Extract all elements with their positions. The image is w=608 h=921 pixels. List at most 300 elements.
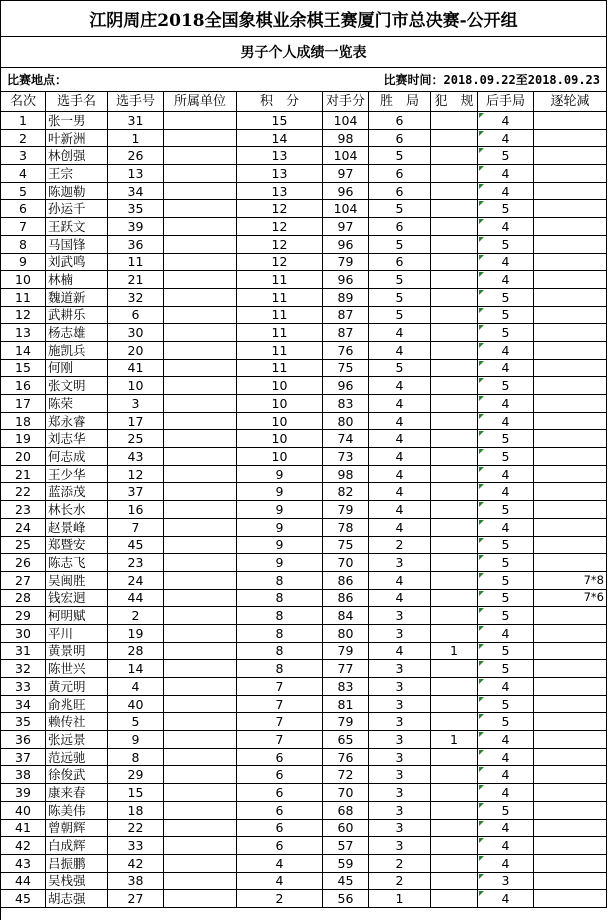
cell-round-deduction (534, 466, 607, 484)
cell-rank: 12 (1, 307, 46, 325)
cell-fouls (431, 112, 478, 130)
header-rank: 名次 (1, 92, 46, 112)
cell-rank: 16 (1, 377, 46, 395)
cell-points: 8 (237, 660, 323, 678)
cell-player-name: 林创强 (46, 147, 108, 165)
cell-points: 7 (237, 713, 323, 731)
cell-round-deduction: 7*6 (534, 590, 607, 608)
cell-unit (164, 802, 237, 820)
cell-round-deduction (534, 519, 607, 537)
cell-player-name: 刘志华 (46, 430, 108, 448)
cell-player-name: 陈志飞 (46, 554, 108, 572)
cell-rank: 35 (1, 713, 46, 731)
cell-points: 13 (237, 165, 323, 183)
cell-opponent-points: 73 (323, 448, 369, 466)
cell-unit (164, 271, 237, 289)
cell-rank: 31 (1, 643, 46, 661)
cell-black-games: 5 (478, 448, 534, 466)
cell-points: 11 (237, 271, 323, 289)
cell-round-deduction: 7*8 (534, 572, 607, 590)
cell-opponent-points: 70 (323, 554, 369, 572)
cell-rank: 39 (1, 784, 46, 802)
cell-unit (164, 713, 237, 731)
cell-opponent-points: 104 (323, 112, 369, 130)
cell-points: 4 (237, 873, 323, 891)
cell-round-deduction (534, 448, 607, 466)
cell-opponent-points: 79 (323, 254, 369, 272)
header-number: 选手号 (108, 92, 164, 112)
cell-wins: 5 (369, 360, 431, 378)
cell-fouls (431, 324, 478, 342)
cell-wins: 3 (369, 713, 431, 731)
cell-opponent-points: 83 (323, 395, 369, 413)
cell-unit (164, 784, 237, 802)
cell-unit (164, 360, 237, 378)
cell-player-name: 吴栈强 (46, 873, 108, 891)
cell-black-games: 4 (478, 218, 534, 236)
cell-opponent-points: 72 (323, 766, 369, 784)
cell-wins: 1 (369, 890, 431, 908)
cell-points: 6 (237, 802, 323, 820)
cell-unit (164, 147, 237, 165)
cell-unit (164, 395, 237, 413)
cell-fouls (431, 590, 478, 608)
table-header (1, 92, 607, 112)
cell-black-games: 4 (478, 271, 534, 289)
cell-round-deduction (534, 200, 607, 218)
cell-opponent-points: 97 (323, 165, 369, 183)
cell-black-games: 5 (478, 200, 534, 218)
cell-points: 6 (237, 784, 323, 802)
cell-points: 9 (237, 483, 323, 501)
cell-wins: 2 (369, 873, 431, 891)
cell-wins: 5 (369, 200, 431, 218)
cell-player-number: 29 (108, 766, 164, 784)
cell-black-games: 4 (478, 731, 534, 749)
cell-rank: 14 (1, 342, 46, 360)
cell-player-number: 36 (108, 236, 164, 254)
cell-player-number: 39 (108, 218, 164, 236)
cell-wins: 4 (369, 466, 431, 484)
cell-black-games: 5 (478, 713, 534, 731)
cell-round-deduction (534, 678, 607, 696)
cell-player-number: 32 (108, 289, 164, 307)
cell-unit (164, 572, 237, 590)
cell-opponent-points: 79 (323, 713, 369, 731)
cell-unit (164, 130, 237, 148)
cell-player-number: 26 (108, 147, 164, 165)
cell-fouls (431, 607, 478, 625)
cell-wins: 3 (369, 696, 431, 714)
cell-round-deduction (534, 360, 607, 378)
cell-player-name: 王少华 (46, 466, 108, 484)
cell-player-name: 郑永睿 (46, 413, 108, 431)
cell-unit (164, 183, 237, 201)
cell-black-games: 4 (478, 855, 534, 873)
cell-opponent-points: 98 (323, 466, 369, 484)
cell-fouls (431, 625, 478, 643)
cell-rank: 32 (1, 660, 46, 678)
cell-rank: 26 (1, 554, 46, 572)
cell-opponent-points: 76 (323, 749, 369, 767)
cell-player-number: 9 (108, 731, 164, 749)
cell-wins: 3 (369, 784, 431, 802)
cell-points: 8 (237, 643, 323, 661)
cell-opponent-points: 97 (323, 218, 369, 236)
cell-unit (164, 855, 237, 873)
cell-wins: 5 (369, 147, 431, 165)
cell-points: 9 (237, 537, 323, 555)
cell-black-games: 4 (478, 254, 534, 272)
cell-rank: 19 (1, 430, 46, 448)
cell-fouls (431, 660, 478, 678)
cell-wins: 3 (369, 731, 431, 749)
cell-fouls (431, 218, 478, 236)
cell-fouls (431, 572, 478, 590)
cell-player-name: 张远景 (46, 731, 108, 749)
cell-wins: 5 (369, 307, 431, 325)
cell-black-games: 4 (478, 890, 534, 908)
cell-fouls (431, 307, 478, 325)
cell-player-number: 3 (108, 395, 164, 413)
cell-player-name: 杨志雄 (46, 324, 108, 342)
cell-rank: 9 (1, 254, 46, 272)
cell-opponent-points: 84 (323, 607, 369, 625)
cell-player-number: 28 (108, 643, 164, 661)
cell-unit (164, 660, 237, 678)
cell-unit (164, 307, 237, 325)
cell-rank: 20 (1, 448, 46, 466)
cell-player-name: 张一男 (46, 112, 108, 130)
cell-fouls (431, 749, 478, 767)
cell-player-name: 范远驰 (46, 749, 108, 767)
cell-round-deduction (534, 307, 607, 325)
cell-player-number: 42 (108, 855, 164, 873)
cell-opponent-points: 79 (323, 501, 369, 519)
cell-fouls (431, 147, 478, 165)
cell-black-games: 4 (478, 749, 534, 767)
cell-wins: 4 (369, 572, 431, 590)
cell-fouls (431, 820, 478, 838)
cell-points: 15 (237, 112, 323, 130)
cell-black-games: 5 (478, 802, 534, 820)
cell-black-games: 4 (478, 165, 534, 183)
cell-fouls (431, 784, 478, 802)
cell-player-number: 11 (108, 254, 164, 272)
cell-player-number: 2 (108, 607, 164, 625)
cell-fouls (431, 377, 478, 395)
cell-points: 4 (237, 855, 323, 873)
cell-points: 6 (237, 837, 323, 855)
cell-round-deduction (534, 501, 607, 519)
cell-wins: 3 (369, 554, 431, 572)
cell-wins: 2 (369, 537, 431, 555)
cell-wins: 4 (369, 519, 431, 537)
cell-black-games: 5 (478, 554, 534, 572)
cell-fouls (431, 890, 478, 908)
cell-black-games: 4 (478, 360, 534, 378)
cell-player-name: 林楠 (46, 271, 108, 289)
cell-unit (164, 820, 237, 838)
header-unit: 所属单位 (164, 92, 237, 112)
cell-fouls (431, 395, 478, 413)
cell-fouls (431, 342, 478, 360)
cell-unit (164, 607, 237, 625)
cell-unit (164, 377, 237, 395)
time-label: 比赛时间：2018.09.22至2018.09.23 (383, 73, 600, 87)
cell-wins: 4 (369, 324, 431, 342)
cell-points: 6 (237, 820, 323, 838)
cell-player-name: 吴闽胜 (46, 572, 108, 590)
cell-player-number: 13 (108, 165, 164, 183)
cell-rank: 44 (1, 873, 46, 891)
cell-round-deduction (534, 165, 607, 183)
cell-player-name: 何刚 (46, 360, 108, 378)
cell-black-games: 5 (478, 430, 534, 448)
cell-wins: 6 (369, 183, 431, 201)
cell-opponent-points: 87 (323, 307, 369, 325)
cell-points: 11 (237, 324, 323, 342)
cell-rank: 41 (1, 820, 46, 838)
cell-round-deduction (534, 254, 607, 272)
cell-opponent-points: 89 (323, 289, 369, 307)
cell-points: 7 (237, 678, 323, 696)
cell-opponent-points: 104 (323, 147, 369, 165)
cell-wins: 4 (369, 430, 431, 448)
cell-round-deduction (534, 749, 607, 767)
cell-opponent-points: 56 (323, 890, 369, 908)
cell-opponent-points: 96 (323, 236, 369, 254)
cell-points: 2 (237, 890, 323, 908)
cell-fouls (431, 413, 478, 431)
cell-opponent-points: 75 (323, 360, 369, 378)
cell-player-name: 马国锋 (46, 236, 108, 254)
cell-wins: 5 (369, 236, 431, 254)
cell-rank: 18 (1, 413, 46, 431)
cell-points: 9 (237, 466, 323, 484)
cell-player-number: 10 (108, 377, 164, 395)
cell-player-name: 武耕乐 (46, 307, 108, 325)
header-fouls: 犯 规 (431, 92, 478, 112)
cell-player-name: 王宗 (46, 165, 108, 183)
cell-unit (164, 766, 237, 784)
cell-wins: 4 (369, 483, 431, 501)
cell-black-games: 5 (478, 572, 534, 590)
cell-wins: 2 (369, 855, 431, 873)
cell-points: 8 (237, 607, 323, 625)
cell-wins: 6 (369, 130, 431, 148)
header-opponent-points: 对手分 (323, 92, 369, 112)
cell-player-number: 43 (108, 448, 164, 466)
cell-rank: 3 (1, 147, 46, 165)
header-black-games: 后手局 (478, 92, 534, 112)
cell-fouls (431, 713, 478, 731)
cell-black-games: 5 (478, 643, 534, 661)
cell-player-number: 34 (108, 183, 164, 201)
cell-rank: 11 (1, 289, 46, 307)
cell-opponent-points: 82 (323, 483, 369, 501)
cell-fouls (431, 696, 478, 714)
cell-player-name: 黄元明 (46, 678, 108, 696)
cell-opponent-points: 104 (323, 200, 369, 218)
cell-points: 10 (237, 377, 323, 395)
cell-opponent-points: 80 (323, 625, 369, 643)
cell-rank: 23 (1, 501, 46, 519)
cell-player-number: 6 (108, 307, 164, 325)
cell-player-name: 吕振鹏 (46, 855, 108, 873)
cell-fouls (431, 466, 478, 484)
cell-black-games: 4 (478, 483, 534, 501)
cell-points: 8 (237, 625, 323, 643)
cell-rank: 6 (1, 200, 46, 218)
cell-round-deduction (534, 377, 607, 395)
sheet-title: 江阴周庄2018全国象棋业余棋王赛厦门市总决赛-公开组 (1, 1, 607, 37)
cell-wins: 4 (369, 643, 431, 661)
cell-wins: 3 (369, 607, 431, 625)
cell-wins: 3 (369, 837, 431, 855)
cell-player-number: 4 (108, 678, 164, 696)
cell-player-number: 16 (108, 501, 164, 519)
cell-wins: 4 (369, 395, 431, 413)
cell-unit (164, 236, 237, 254)
cell-opponent-points: 78 (323, 519, 369, 537)
cell-unit (164, 519, 237, 537)
cell-player-number: 45 (108, 537, 164, 555)
cell-round-deduction (534, 430, 607, 448)
meta-row (1, 68, 607, 92)
cell-wins: 6 (369, 165, 431, 183)
cell-player-name: 何志成 (46, 448, 108, 466)
cell-fouls (431, 837, 478, 855)
cell-rank: 33 (1, 678, 46, 696)
cell-unit (164, 324, 237, 342)
cell-player-number: 14 (108, 660, 164, 678)
cell-black-games: 5 (478, 660, 534, 678)
cell-rank: 45 (1, 890, 46, 908)
cell-unit (164, 590, 237, 608)
cell-unit (164, 731, 237, 749)
cell-wins: 5 (369, 271, 431, 289)
cell-round-deduction (534, 483, 607, 501)
cell-wins: 3 (369, 749, 431, 767)
cell-player-name: 叶新洲 (46, 130, 108, 148)
cell-black-games: 3 (478, 873, 534, 891)
cell-points: 6 (237, 766, 323, 784)
cell-round-deduction (534, 342, 607, 360)
cell-black-games: 4 (478, 837, 534, 855)
cell-wins: 4 (369, 501, 431, 519)
cell-unit (164, 696, 237, 714)
cell-unit (164, 873, 237, 891)
cell-black-games: 5 (478, 377, 534, 395)
cell-wins: 4 (369, 448, 431, 466)
cell-black-games: 5 (478, 236, 534, 254)
cell-unit (164, 289, 237, 307)
cell-round-deduction (534, 130, 607, 148)
cell-fouls (431, 254, 478, 272)
cell-player-name: 陈美伟 (46, 802, 108, 820)
cell-opponent-points: 98 (323, 130, 369, 148)
cell-opponent-points: 96 (323, 183, 369, 201)
cell-black-games: 4 (478, 130, 534, 148)
cell-black-games: 5 (478, 501, 534, 519)
header-wins: 胜 局 (369, 92, 431, 112)
cell-player-name: 孙运千 (46, 200, 108, 218)
cell-opponent-points: 65 (323, 731, 369, 749)
cell-points: 10 (237, 448, 323, 466)
cell-player-number: 5 (108, 713, 164, 731)
cell-points: 10 (237, 395, 323, 413)
cell-opponent-points: 77 (323, 660, 369, 678)
cell-fouls: 1 (431, 731, 478, 749)
cell-player-number: 21 (108, 271, 164, 289)
cell-player-name: 王跃文 (46, 218, 108, 236)
cell-rank: 15 (1, 360, 46, 378)
cell-player-name: 曾朝辉 (46, 820, 108, 838)
cell-round-deduction (534, 890, 607, 908)
cell-round-deduction (534, 696, 607, 714)
cell-player-number: 20 (108, 342, 164, 360)
cell-fouls (431, 554, 478, 572)
cell-player-number: 37 (108, 483, 164, 501)
cell-round-deduction (534, 324, 607, 342)
cell-unit (164, 554, 237, 572)
cell-unit (164, 112, 237, 130)
cell-opponent-points: 75 (323, 537, 369, 555)
cell-player-number: 27 (108, 890, 164, 908)
cell-player-number: 30 (108, 324, 164, 342)
cell-points: 9 (237, 501, 323, 519)
cell-opponent-points: 83 (323, 678, 369, 696)
cell-opponent-points: 87 (323, 324, 369, 342)
cell-black-games: 5 (478, 607, 534, 625)
cell-unit (164, 643, 237, 661)
cell-rank: 7 (1, 218, 46, 236)
cell-player-name: 白成辉 (46, 837, 108, 855)
cell-opponent-points: 79 (323, 643, 369, 661)
cell-unit (164, 537, 237, 555)
cell-black-games: 4 (478, 519, 534, 537)
cell-rank: 43 (1, 855, 46, 873)
cell-points: 13 (237, 147, 323, 165)
cell-points: 8 (237, 572, 323, 590)
cell-points: 8 (237, 590, 323, 608)
cell-round-deduction (534, 183, 607, 201)
cell-unit (164, 466, 237, 484)
cell-points: 12 (237, 254, 323, 272)
cell-wins: 4 (369, 590, 431, 608)
cell-player-number: 8 (108, 749, 164, 767)
cell-round-deduction (534, 643, 607, 661)
cell-rank: 21 (1, 466, 46, 484)
cell-fouls (431, 537, 478, 555)
cell-rank: 5 (1, 183, 46, 201)
cell-player-name: 郑暨安 (46, 537, 108, 555)
cell-points: 12 (237, 236, 323, 254)
cell-wins: 3 (369, 802, 431, 820)
cell-rank: 29 (1, 607, 46, 625)
cell-player-name: 徐俊武 (46, 766, 108, 784)
cell-opponent-points: 70 (323, 784, 369, 802)
cell-rank: 17 (1, 395, 46, 413)
cell-wins: 5 (369, 289, 431, 307)
cell-round-deduction (534, 660, 607, 678)
cell-points: 11 (237, 360, 323, 378)
cell-unit (164, 501, 237, 519)
cell-opponent-points: 96 (323, 271, 369, 289)
cell-unit (164, 483, 237, 501)
cell-opponent-points: 96 (323, 377, 369, 395)
